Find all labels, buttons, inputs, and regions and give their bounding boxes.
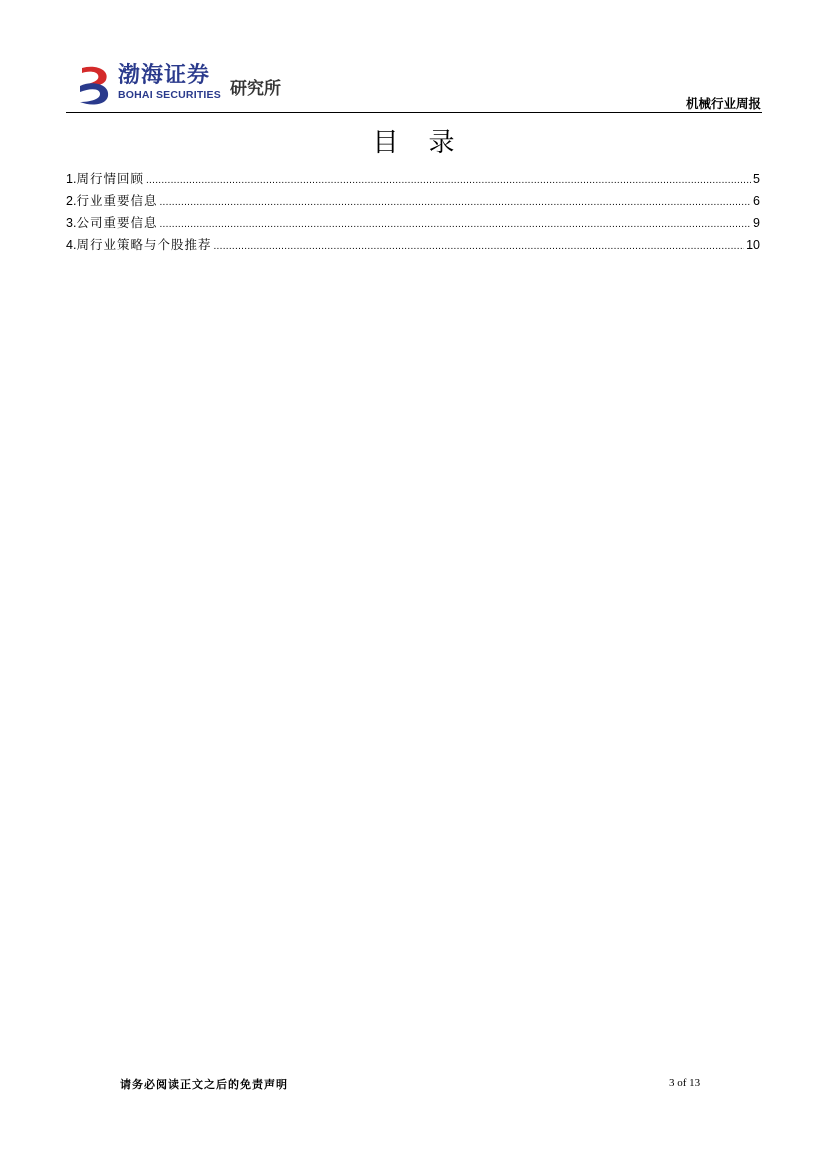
- toc-dot-leader: [159, 192, 751, 214]
- toc-entry-number: 3.: [66, 216, 77, 230]
- toc-entry-company-news[interactable]: [66, 212, 760, 234]
- toc-entry-industry-news[interactable]: [66, 190, 760, 212]
- toc-entry-label: 行业重要信息: [76, 193, 158, 208]
- toc-dot-leader: [146, 170, 751, 192]
- toc-entry-market-review[interactable]: [66, 168, 760, 190]
- header-divider: [66, 112, 762, 113]
- toc-entry-page: 9: [753, 216, 760, 230]
- footer-disclaimer: 请务必阅读正文之后的免责声明: [120, 1078, 288, 1091]
- toc-entry-number: 1.: [66, 172, 77, 186]
- toc-dot-leader: [213, 236, 744, 258]
- institute-label: 研究所: [230, 79, 281, 99]
- toc-entry-label: 周行情回顾: [76, 171, 144, 186]
- toc-title: 目录: [372, 128, 485, 158]
- toc-entry-number: 2.: [66, 194, 77, 208]
- logo-chinese-name: 渤海证券: [118, 62, 211, 88]
- toc-dot-leader: [159, 214, 751, 236]
- logo-english-name: BOHAI SECURITIES: [118, 89, 221, 101]
- report-type-label: 机械行业周报: [685, 96, 761, 111]
- table-of-contents: [66, 168, 760, 256]
- bohai-securities-logo: [78, 62, 298, 108]
- toc-entry-page: 5: [753, 172, 760, 186]
- toc-entry-label: 周行业策略与个股推荐: [76, 237, 212, 252]
- page-header: [0, 0, 827, 120]
- toc-entry-page: 10: [746, 238, 760, 252]
- toc-entry-number: 4.: [66, 238, 77, 252]
- toc-entry-label: 公司重要信息: [76, 215, 158, 230]
- page-number: 3 of 13: [669, 1077, 701, 1089]
- toc-entry-strategy[interactable]: [66, 234, 760, 256]
- toc-entry-page: 6: [753, 194, 760, 208]
- bohai-logo-icon: [78, 64, 112, 106]
